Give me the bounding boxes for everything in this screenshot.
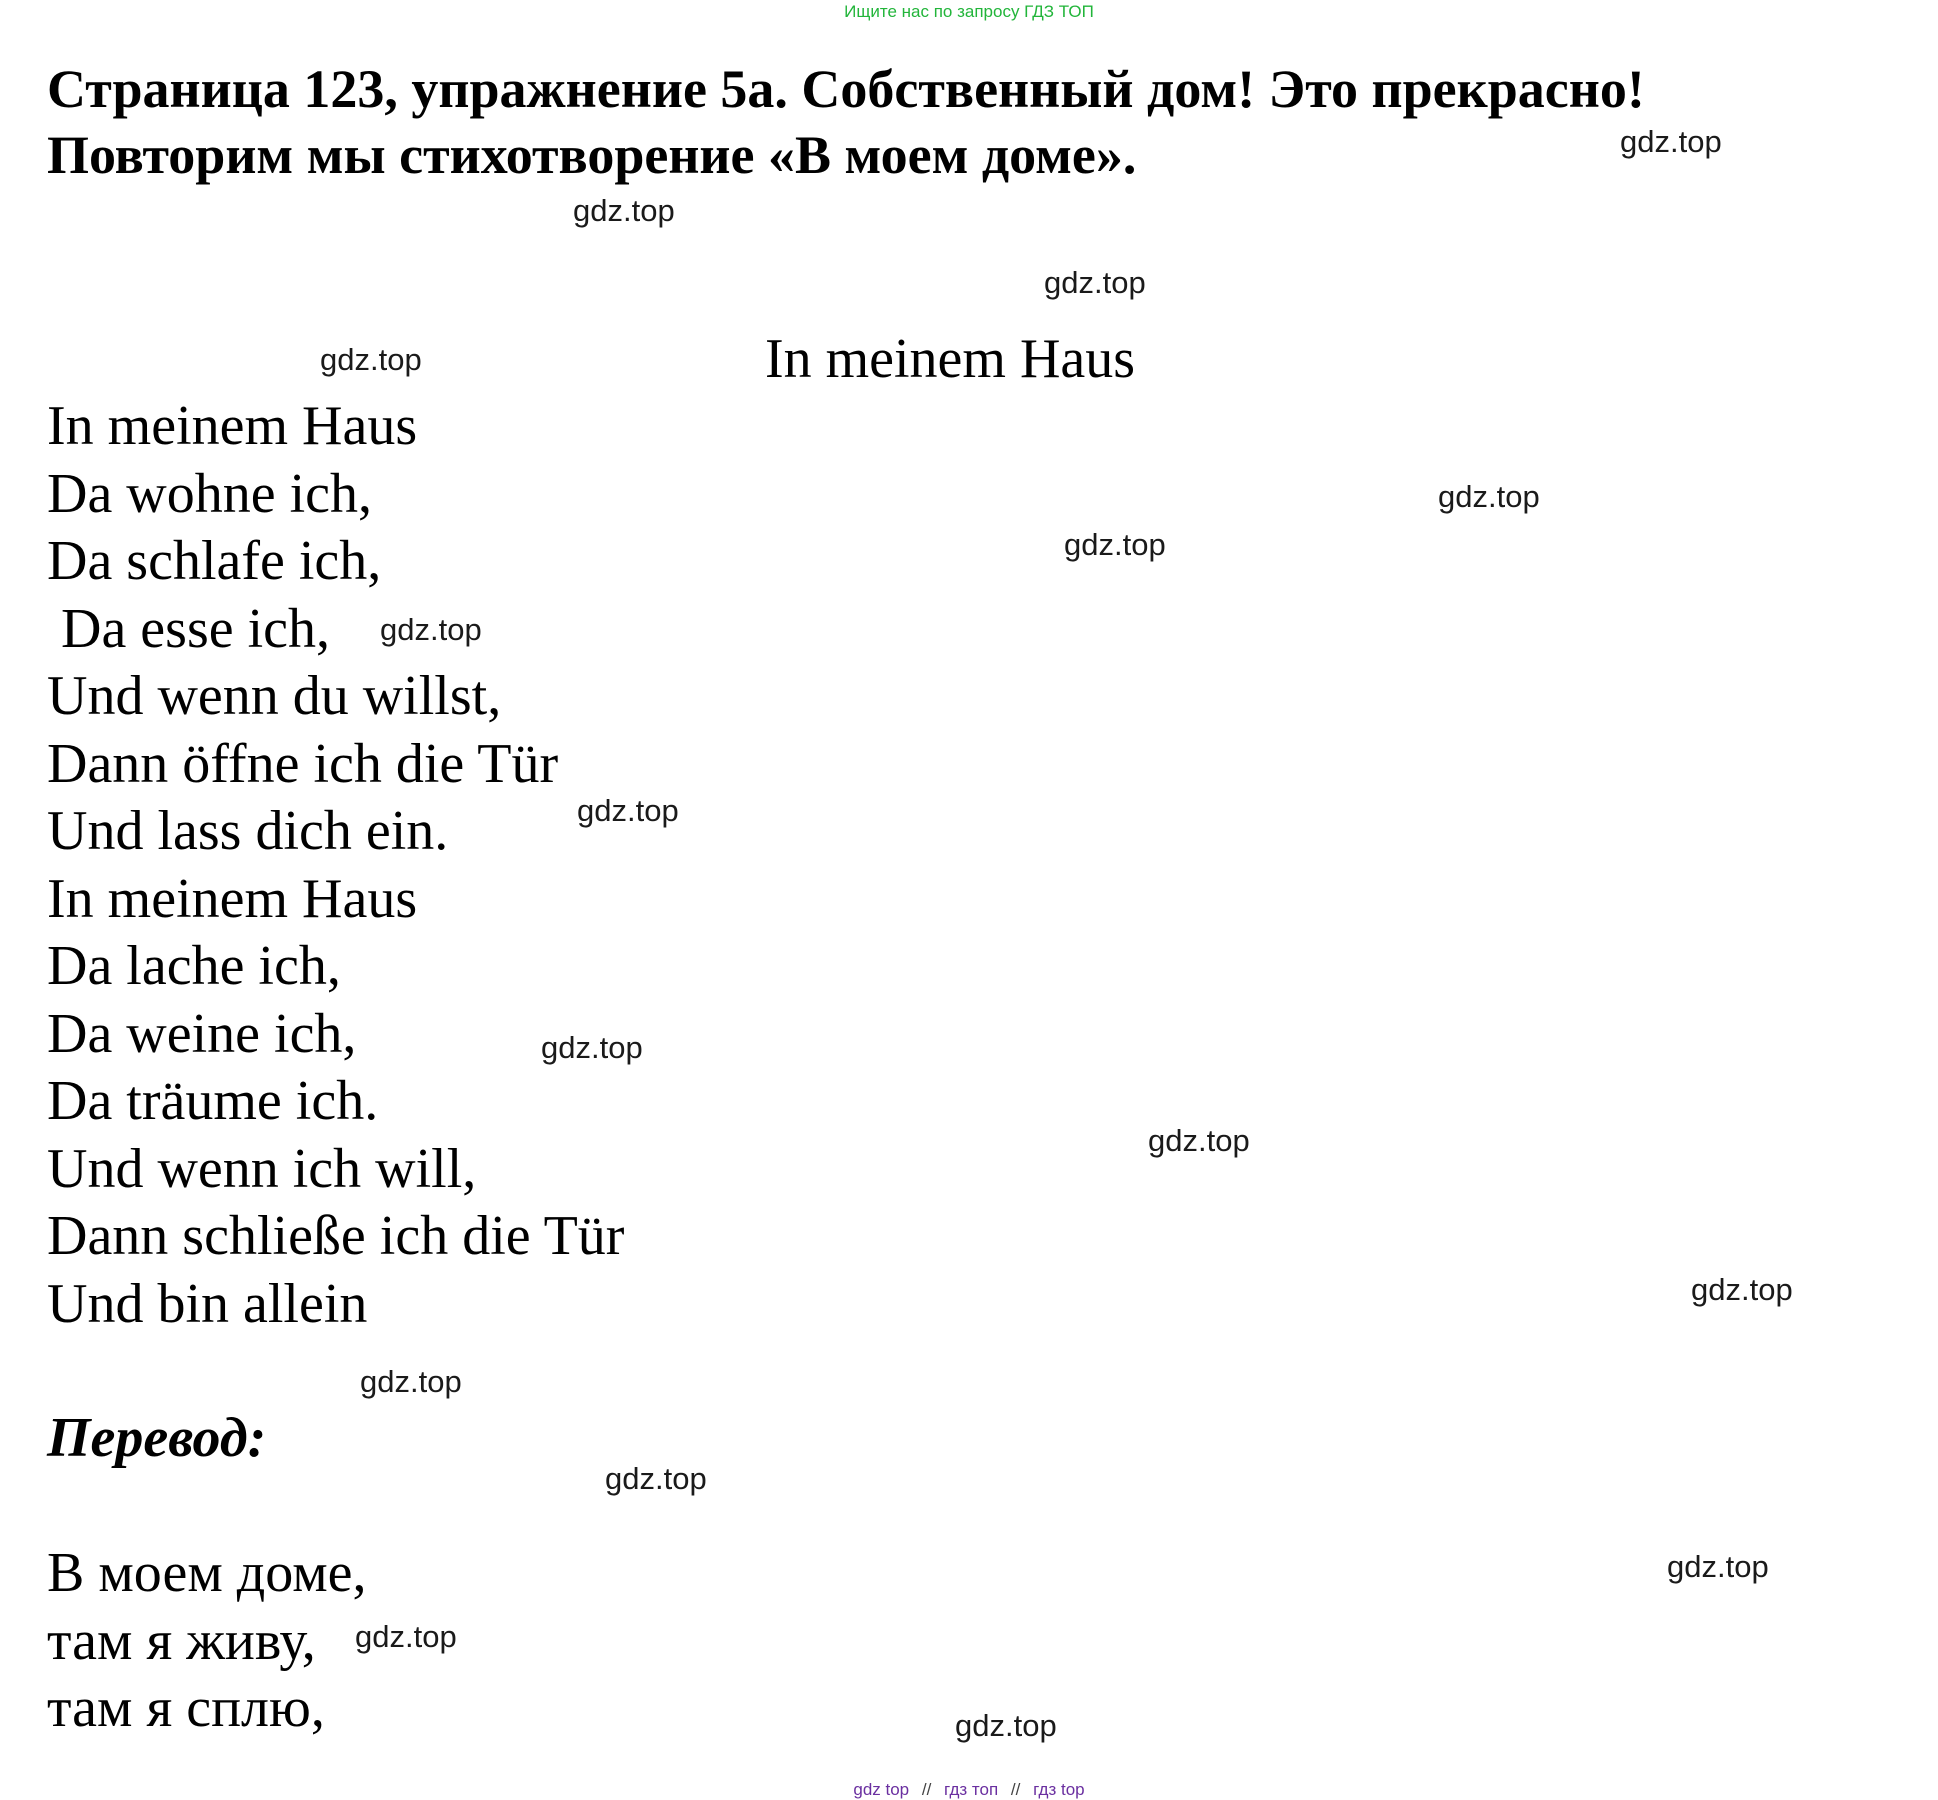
footer-links [0,1780,1938,1800]
translation-line: там я сплю, [47,1677,325,1739]
watermark: gdz.top [955,1708,1057,1743]
watermark: gdz.top [605,1461,707,1496]
watermark: gdz.top [1691,1272,1793,1307]
footer-link[interactable]: гдз top [1033,1780,1085,1799]
watermark: gdz.top [380,612,482,647]
translation-line: В моем доме, [47,1542,367,1604]
poem-line: Und bin allein [47,1272,368,1335]
watermark: gdz.top [1620,124,1722,159]
poem-line: In meinem Haus [47,867,418,930]
watermark: gdz.top [1044,265,1146,300]
watermark: gdz.top [1438,479,1540,514]
watermark: gdz.top [577,793,679,828]
watermark: gdz.top [355,1619,457,1654]
exercise-heading [47,56,1907,188]
watermark: gdz.top [541,1030,643,1065]
poem-line: Da weine ich, [47,1002,357,1065]
watermark: gdz.top [1148,1123,1250,1158]
watermark: gdz.top [360,1364,462,1399]
watermark: gdz.top [1667,1549,1769,1584]
poem-line: Dann öffne ich die Tür [47,732,559,795]
heading-line-1: Страница 123, упражнение 5а. Собственный дом! Это прекрасно! [47,59,1645,119]
footer-separator: // [1010,1780,1021,1799]
translation-line: там я живу, [47,1609,316,1672]
poem-line: Da esse ich, [47,597,331,660]
poem-line: Da lache ich, [47,935,341,997]
poem-text [47,393,624,1338]
poem-title: In meinem Haus [764,328,1136,390]
poem-line: Und lass dich ein. [47,800,449,862]
poem-line: Da träume ich. [47,1070,379,1132]
footer-link[interactable]: gdz top [853,1780,910,1799]
poem-line: Da schlafe ich, [47,530,382,592]
search-banner: Ищите нас по запросу ГДЗ ТОП [844,2,1094,21]
watermark: gdz.top [1064,527,1166,562]
poem-line: Da wohne ich, [47,462,373,525]
footer-link[interactable]: гдз топ [944,1780,999,1799]
translation-label: Перевод: [47,1407,267,1469]
watermark: gdz.top [320,342,422,377]
poem-line: In meinem Haus [47,395,418,457]
heading-line-2: Повторим мы стихотворение «В моем доме». [47,125,1137,185]
footer-separator: // [921,1780,932,1799]
poem-line: Und wenn ich will, [47,1137,477,1200]
watermark: gdz.top [573,193,675,228]
poem-line: Dann schließe ich die Tür [47,1205,625,1267]
poem-line: Und wenn du willst, [47,665,502,727]
translation-text [47,1540,366,1743]
